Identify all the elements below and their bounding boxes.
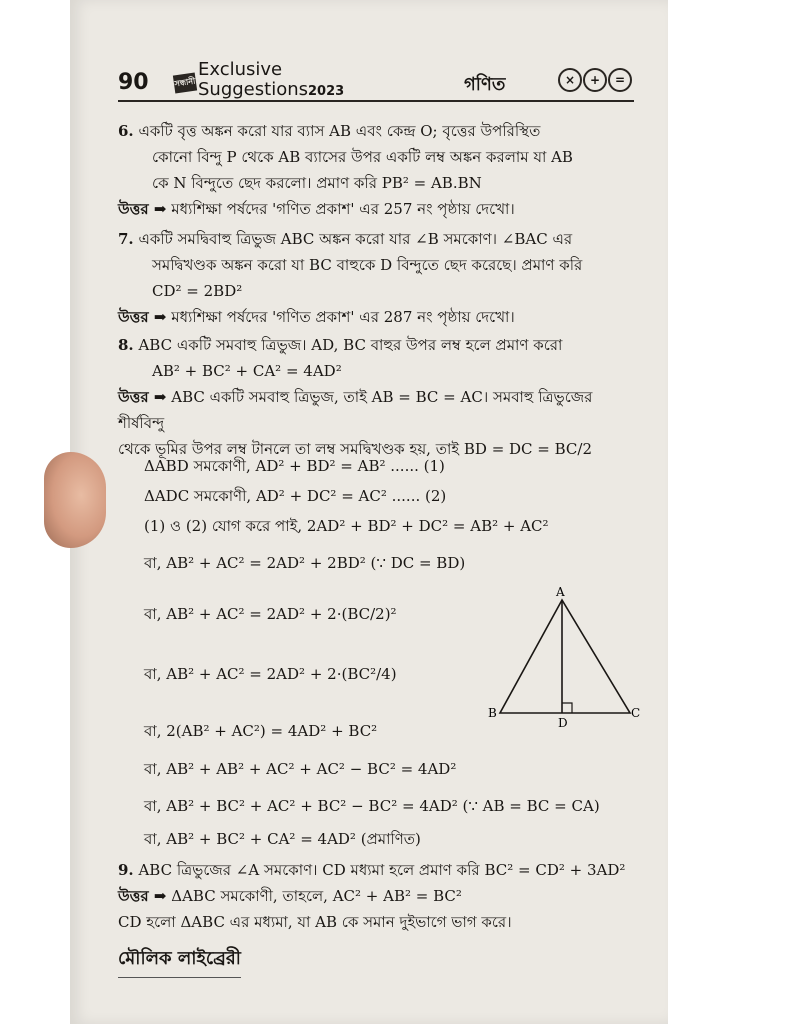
q9-number: 9. bbox=[118, 861, 134, 879]
page-number: 90 bbox=[118, 70, 149, 95]
q8-line1: ABC একটি সমবাহু ত্রিভুজ। AD, BC বাহুর উপর লম্ব হলে প্রমাণ করো bbox=[138, 336, 563, 354]
triangle-abc bbox=[500, 600, 630, 713]
subject-title: গণিত bbox=[464, 74, 506, 95]
question-8 bbox=[118, 332, 642, 462]
multiply-icon: × bbox=[558, 68, 582, 92]
brand-logo: সন্ধানী bbox=[173, 73, 197, 94]
plus-icon: + bbox=[583, 68, 607, 92]
vertex-c: C bbox=[631, 706, 640, 720]
equals-icon: = bbox=[608, 68, 632, 92]
q6-answer: মধ্যশিক্ষা পর্ষদের 'গণিত প্রকাশ' এর 257 নং পৃষ্ঠায় দেখো। bbox=[171, 200, 515, 218]
series-title-line2: Suggestions bbox=[198, 79, 308, 100]
q6-line1: একটি বৃত্ত অঙ্কন করো যার ব্যাস AB এবং কেন্দ্র O; বৃত্তের উপরিস্থিত bbox=[138, 122, 541, 140]
step-9: বা, AB² + BC² + AC² + BC² − BC² = 4AD² (∵ AB = BC = CA) bbox=[144, 797, 600, 815]
q7-number: 7. bbox=[118, 230, 134, 248]
question-6 bbox=[118, 118, 642, 222]
q8-line2: AB² + BC² + CA² = 4AD² bbox=[152, 362, 342, 380]
thumb bbox=[44, 452, 106, 548]
vertex-b: B bbox=[488, 706, 497, 720]
step-8: বা, AB² + AB² + AC² + AC² − BC² = 4AD² bbox=[144, 760, 457, 778]
series-title bbox=[198, 60, 344, 100]
q7-line1: একটি সমদ্বিবাহু ত্রিভুজ ABC অঙ্কন করো যার ∠B সমকোণ। ∠BAC এর bbox=[138, 230, 573, 248]
q6-answer-label: উত্তর ➡ bbox=[118, 200, 167, 218]
q6-line2: কোনো বিন্দু P থেকে AB ব্যাসের উপর একটি লম্ব অঙ্কন করলাম যা AB bbox=[152, 148, 573, 166]
q9-answer-line2: CD হলো ΔABC এর মধ্যমা, যা AB কে সমান দুইভাগে ভাগ করে। bbox=[118, 913, 512, 931]
step-1: ΔABD সমকোণী, AD² + BD² = AB² ...... (1) bbox=[144, 457, 445, 475]
q7-line2: সমদ্বিখণ্ডক অঙ্কন করো যা BC বাহুকে D বিন্দুতে ছেদ করেছে। প্রমাণ করি bbox=[152, 256, 583, 274]
series-title-line1: Exclusive bbox=[198, 59, 283, 80]
right-angle-mark bbox=[562, 703, 572, 713]
series-year: 2023 bbox=[308, 84, 345, 99]
step-6: বা, AB² + AC² = 2AD² + 2·(BC²/4) bbox=[144, 665, 397, 683]
step-10: বা, AB² + BC² + CA² = 4AD² (প্রমাণিত) bbox=[144, 830, 421, 848]
step-4: বা, AB² + AC² = 2AD² + 2BD² (∵ DC = BD) bbox=[144, 554, 466, 572]
q6-number: 6. bbox=[118, 122, 134, 140]
q8-number: 8. bbox=[118, 336, 134, 354]
step-2: ΔADC সমকোণী, AD² + DC² = AC² ...... (2) bbox=[144, 487, 447, 505]
step-7: বা, 2(AB² + AC²) = 4AD² + BC² bbox=[144, 722, 378, 740]
q9-answer-line1: ΔABC সমকোণী, তাহলে, AC² + AB² = BC² bbox=[171, 887, 462, 905]
point-d: D bbox=[558, 716, 568, 730]
page-header bbox=[118, 59, 634, 102]
q8-answer-label: উত্তর ➡ bbox=[118, 388, 167, 406]
q7-line3: CD² = 2BD² bbox=[152, 282, 243, 300]
triangle-figure bbox=[480, 585, 640, 730]
q7-answer-label: উত্তর ➡ bbox=[118, 308, 167, 326]
math-ops-icon bbox=[558, 68, 634, 92]
vertex-a: A bbox=[556, 585, 565, 599]
q9-line1: ABC ত্রিভুজের ∠A সমকোণ। CD মধ্যমা হলে প্রমাণ করি BC² = CD² + 3AD² bbox=[138, 861, 626, 879]
question-7 bbox=[118, 226, 642, 330]
q8-answer-line1: ABC একটি সমবাহু ত্রিভুজ, তাই AB = BC = AC। সমবাহু ত্রিভুজের শীর্ষবিন্দু bbox=[118, 388, 593, 432]
q7-answer: মধ্যশিক্ষা পর্ষদের 'গণিত প্রকাশ' এর 287 নং পৃষ্ঠায় দেখো। bbox=[171, 308, 515, 326]
question-9 bbox=[118, 857, 642, 935]
q8-answer-line2: থেকে ভূমির উপর লম্ব টানলে তা লম্ব সমদ্বিখণ্ডক হয়, তাই BD = DC = BC/2 bbox=[118, 440, 593, 458]
q6-line3: কে N বিন্দুতে ছেদ করলো। প্রমাণ করি PB² = AB.BN bbox=[152, 174, 482, 192]
step-3: (1) ও (2) যোগ করে পাই, 2AD² + BD² + DC² = AB² + AC² bbox=[144, 517, 549, 535]
header-rule bbox=[118, 100, 634, 102]
q9-answer-label: উত্তর ➡ bbox=[118, 887, 167, 905]
footer-label: মৌলিক লাইব্রেরী bbox=[118, 944, 241, 978]
step-5: বা, AB² + AC² = 2AD² + 2·(BC/2)² bbox=[144, 605, 397, 623]
